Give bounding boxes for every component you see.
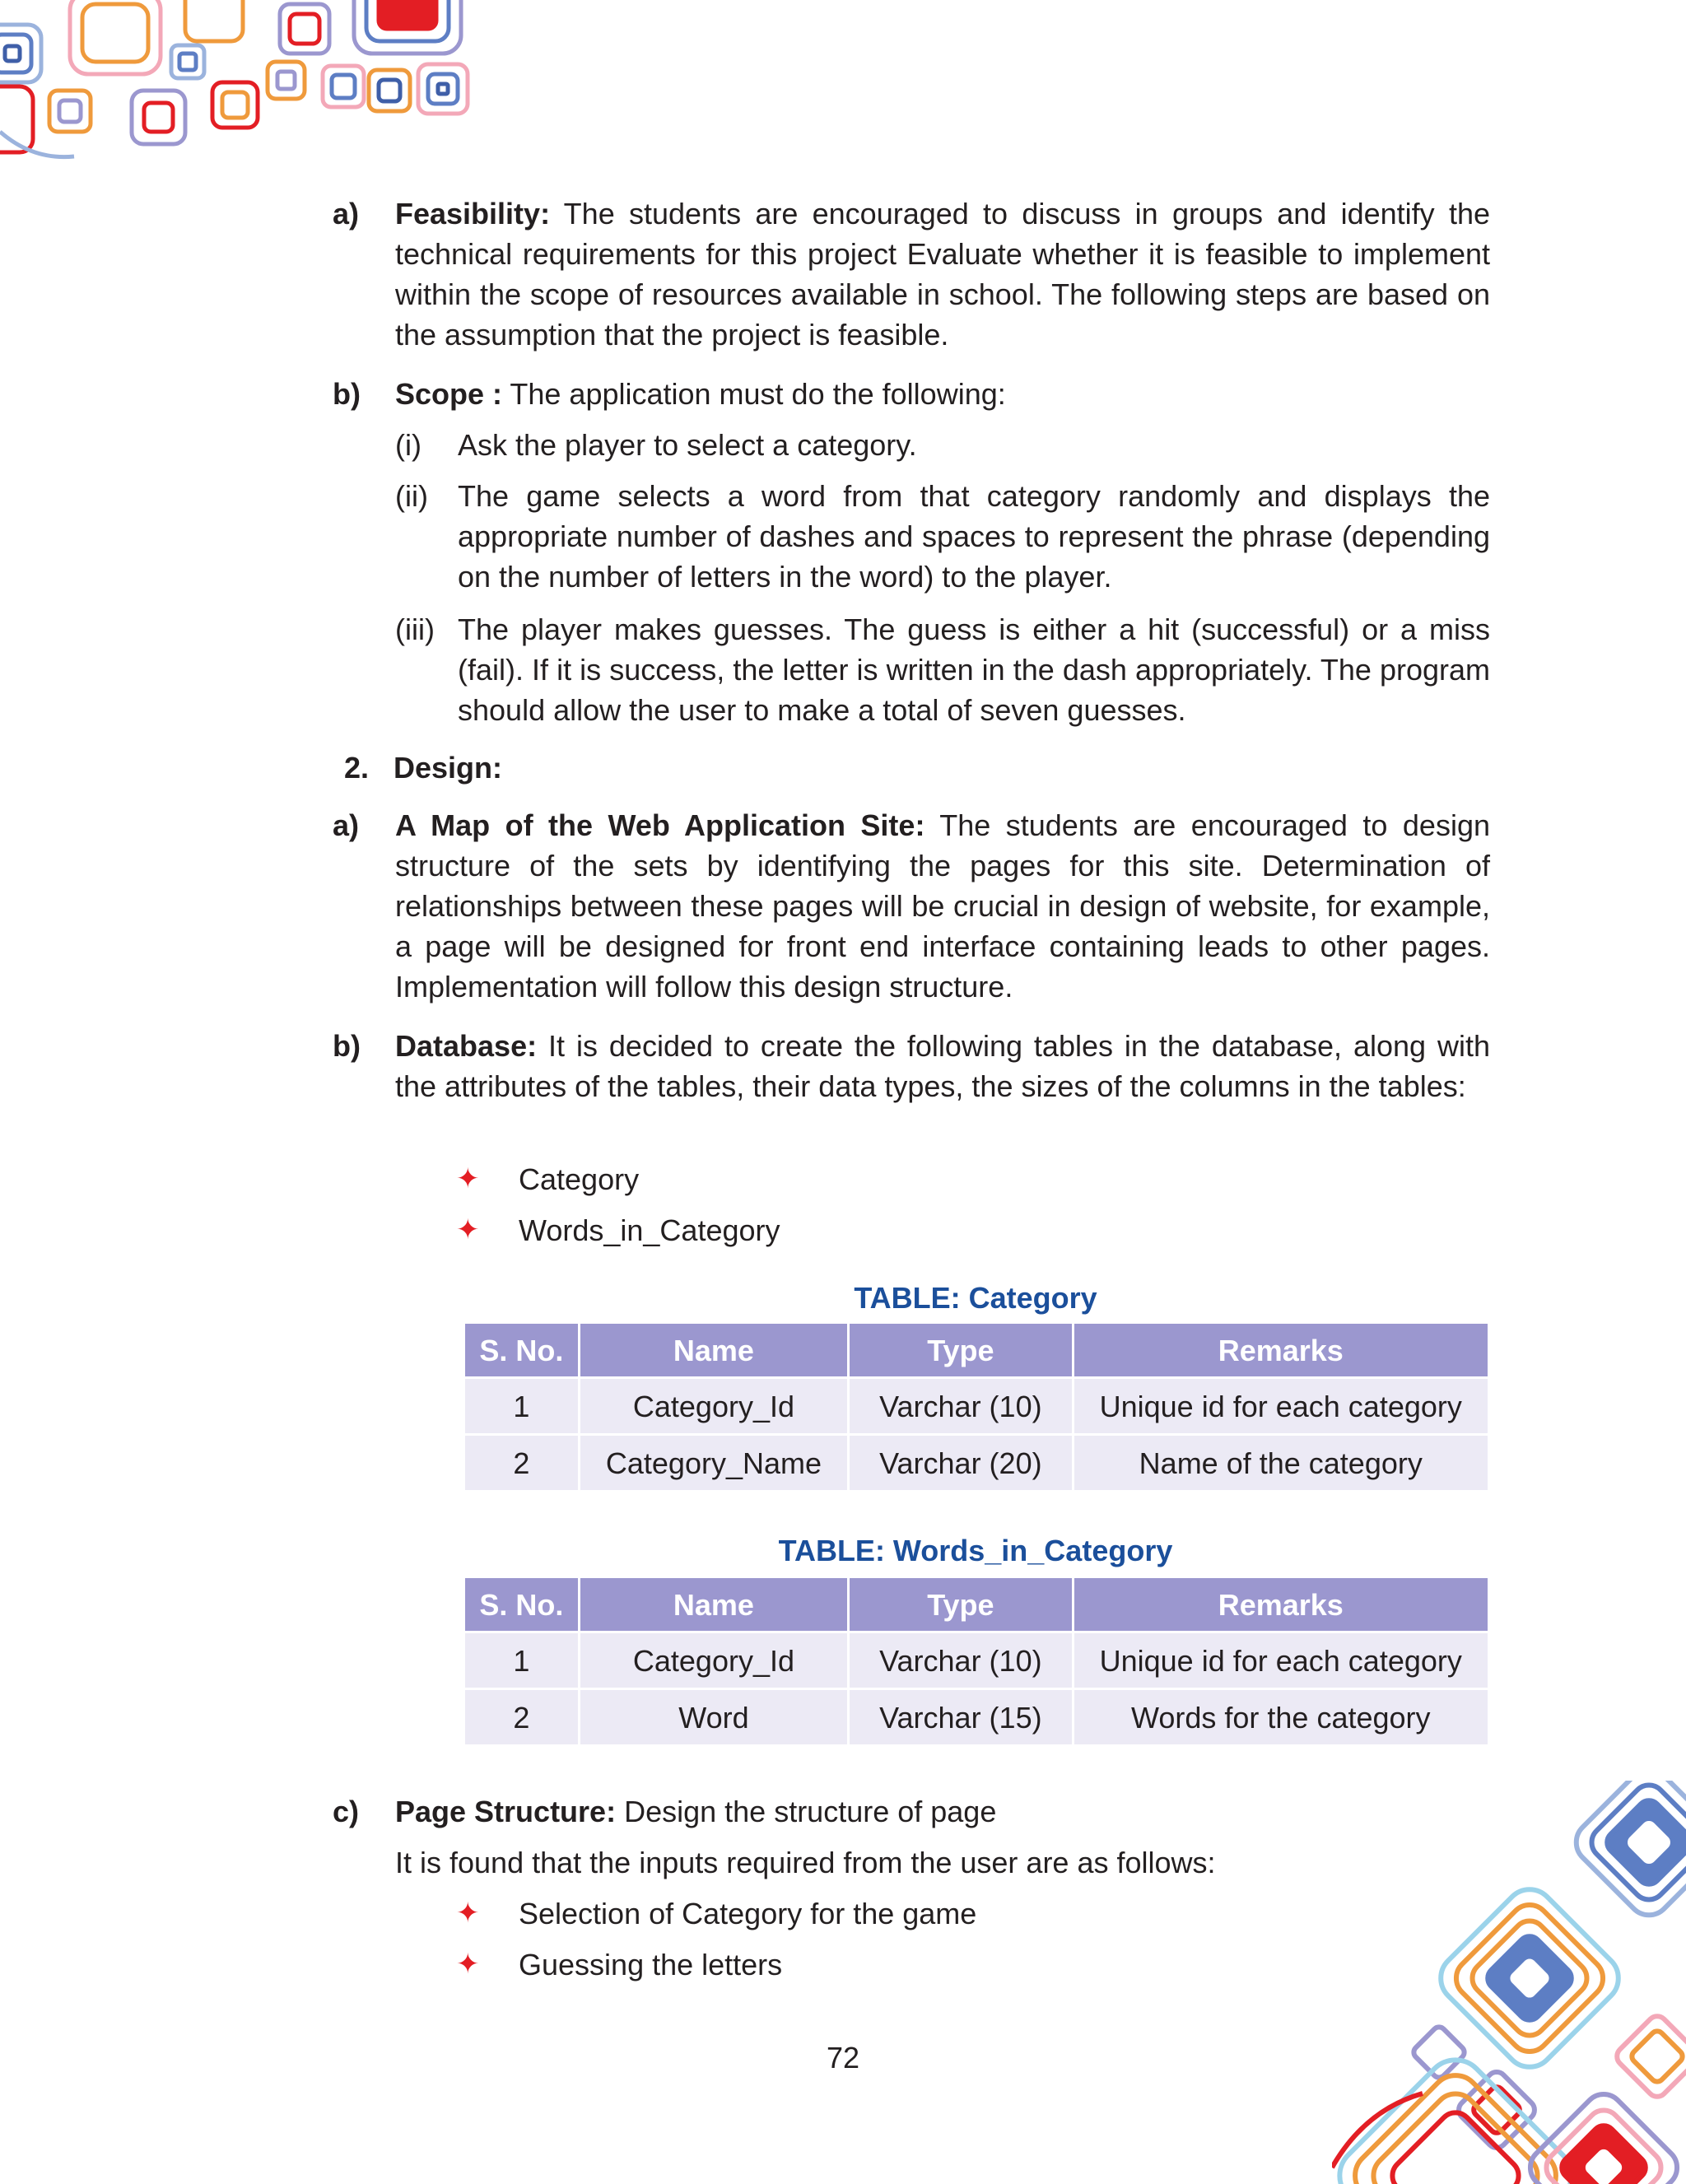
item-paragraph (395, 193, 1490, 355)
table-cell: Category_Name (580, 1436, 848, 1490)
bullet-star-icon: ✦ (456, 1949, 480, 1980)
bullet-star-icon: ✦ (456, 1898, 480, 1929)
table-header-row (465, 1578, 1488, 1631)
item-paragraph (395, 1791, 1490, 1832)
subitem-marker: (iii) (395, 612, 435, 646)
table-cell: Varchar (20) (850, 1436, 1071, 1490)
subitem-marker: (ii) (395, 479, 428, 513)
table-cell: Unique id for each category (1074, 1633, 1488, 1688)
table-cell: Name of the category (1074, 1436, 1488, 1490)
scope-subitem (395, 425, 1490, 465)
subitem-text: The player makes guesses. The guess is either a hit (successful) or a miss (fail). If it is success, the letter is written in the dash appropriately. The program should allow the user to make a total of seven guesses. (458, 612, 1490, 727)
bullet-text: Selection of Category for the game (519, 1897, 977, 1930)
item-paragraph (395, 1026, 1490, 1106)
bullet-text: Guessing the letters (519, 1948, 783, 1981)
item-paragraph (395, 374, 1490, 414)
table-header-cell: Type (850, 1578, 1071, 1631)
bullet-item (456, 1159, 640, 1199)
item-marker: b) (333, 377, 361, 411)
item-title: Page Structure: (395, 1795, 617, 1828)
table-header-cell: Remarks (1074, 1324, 1488, 1376)
table-row (465, 1690, 1488, 1744)
item-text: The application must do the following: (502, 377, 1006, 411)
table-cell: Category_Id (580, 1379, 848, 1433)
item-marker: a) (333, 197, 360, 231)
subitem-marker: (i) (395, 428, 422, 462)
item-text: It is decided to create the following tables in the database, along with the attributes of the tables, their data types, the sizes of the columns in the tables: (395, 1029, 1490, 1103)
item-scope (333, 374, 1490, 414)
table-cell: Category_Id (580, 1633, 848, 1688)
item-marker: c) (333, 1795, 360, 1828)
table-row (465, 1379, 1488, 1433)
decorative-squares-top-left (0, 0, 494, 165)
item-marker: b) (333, 1029, 361, 1063)
table-caption: TABLE: Category (854, 1281, 1097, 1315)
table-cell: 2 (465, 1436, 578, 1490)
item-page-structure (333, 1791, 1490, 1883)
bullet-star-icon: ✦ (456, 1214, 480, 1246)
item-feasibility (333, 193, 1490, 355)
item-text: The students are encouraged to design structure of the sets by identifying the pages for this site. Determination of relationships between these pages will be crucial in design of website, for example, a page will be designed for front end interface containing leads to other pages. Implementation will follow this design structure. (395, 808, 1490, 1004)
words-in-category-table (463, 1576, 1490, 1747)
subitem-text: The game selects a word from that category randomly and displays the appropriate number of dashes and spaces to represent the phrase (depending on the number of letters in the word) to the player. (458, 479, 1490, 594)
section-heading-design (344, 747, 502, 788)
table-row (465, 1633, 1488, 1688)
table-row (465, 1436, 1488, 1490)
bullet-text: Category (519, 1162, 640, 1196)
table-header-cell: Name (580, 1324, 848, 1376)
scope-subitem (395, 609, 1490, 730)
item-title: Database: (395, 1029, 538, 1063)
table-header-cell: S. No. (465, 1578, 578, 1631)
page-number: 72 (826, 2041, 860, 2075)
table-cell: Varchar (10) (850, 1633, 1071, 1688)
item-paragraph (395, 805, 1490, 1007)
section-number: 2. (344, 751, 370, 785)
table-header-cell: S. No. (465, 1324, 578, 1376)
item-database (333, 1026, 1490, 1106)
section-title: Design: (394, 751, 503, 785)
table-cell: Unique id for each category (1074, 1379, 1488, 1433)
table-header-cell: Remarks (1074, 1578, 1488, 1631)
table-cell: Varchar (15) (850, 1690, 1071, 1744)
table-cell: 1 (465, 1633, 578, 1688)
table-cell: 1 (465, 1379, 578, 1433)
bullet-text: Words_in_Category (519, 1213, 780, 1247)
subitem-text: Ask the player to select a category. (458, 428, 917, 462)
bullet-star-icon: ✦ (456, 1163, 480, 1194)
category-table (463, 1321, 1490, 1492)
item-marker: a) (333, 808, 360, 842)
table-cell: 2 (465, 1690, 578, 1744)
table-header-cell: Name (580, 1578, 848, 1631)
table-caption: TABLE: Words_in_Category (778, 1534, 1173, 1567)
table-cell: Word (580, 1690, 848, 1744)
item-paragraph-2: It is found that the inputs required from the user are as follows: (395, 1846, 1216, 1879)
bullet-item (456, 1893, 977, 1934)
item-text: Design the structure of page (616, 1795, 997, 1828)
item-title: Scope : (395, 377, 503, 411)
table-header-row (465, 1324, 1488, 1376)
item-title: A Map of the Web Application Site: (395, 808, 925, 842)
item-text: The students are encouraged to discuss in groups and identify the technical requirements for this project Evaluate whether it is feasible to implement within the scope of resources available in school. The following steps are based on the assumption that the project is feasible. (395, 197, 1490, 352)
table-cell: Varchar (10) (850, 1379, 1071, 1433)
table-header-cell: Type (850, 1324, 1071, 1376)
bullet-item (456, 1944, 783, 1985)
table-cell: Words for the category (1074, 1690, 1488, 1744)
scope-subitem (395, 476, 1490, 597)
bullet-item (456, 1210, 780, 1250)
item-site-map (333, 805, 1490, 1007)
item-title: Feasibility: (395, 197, 551, 231)
